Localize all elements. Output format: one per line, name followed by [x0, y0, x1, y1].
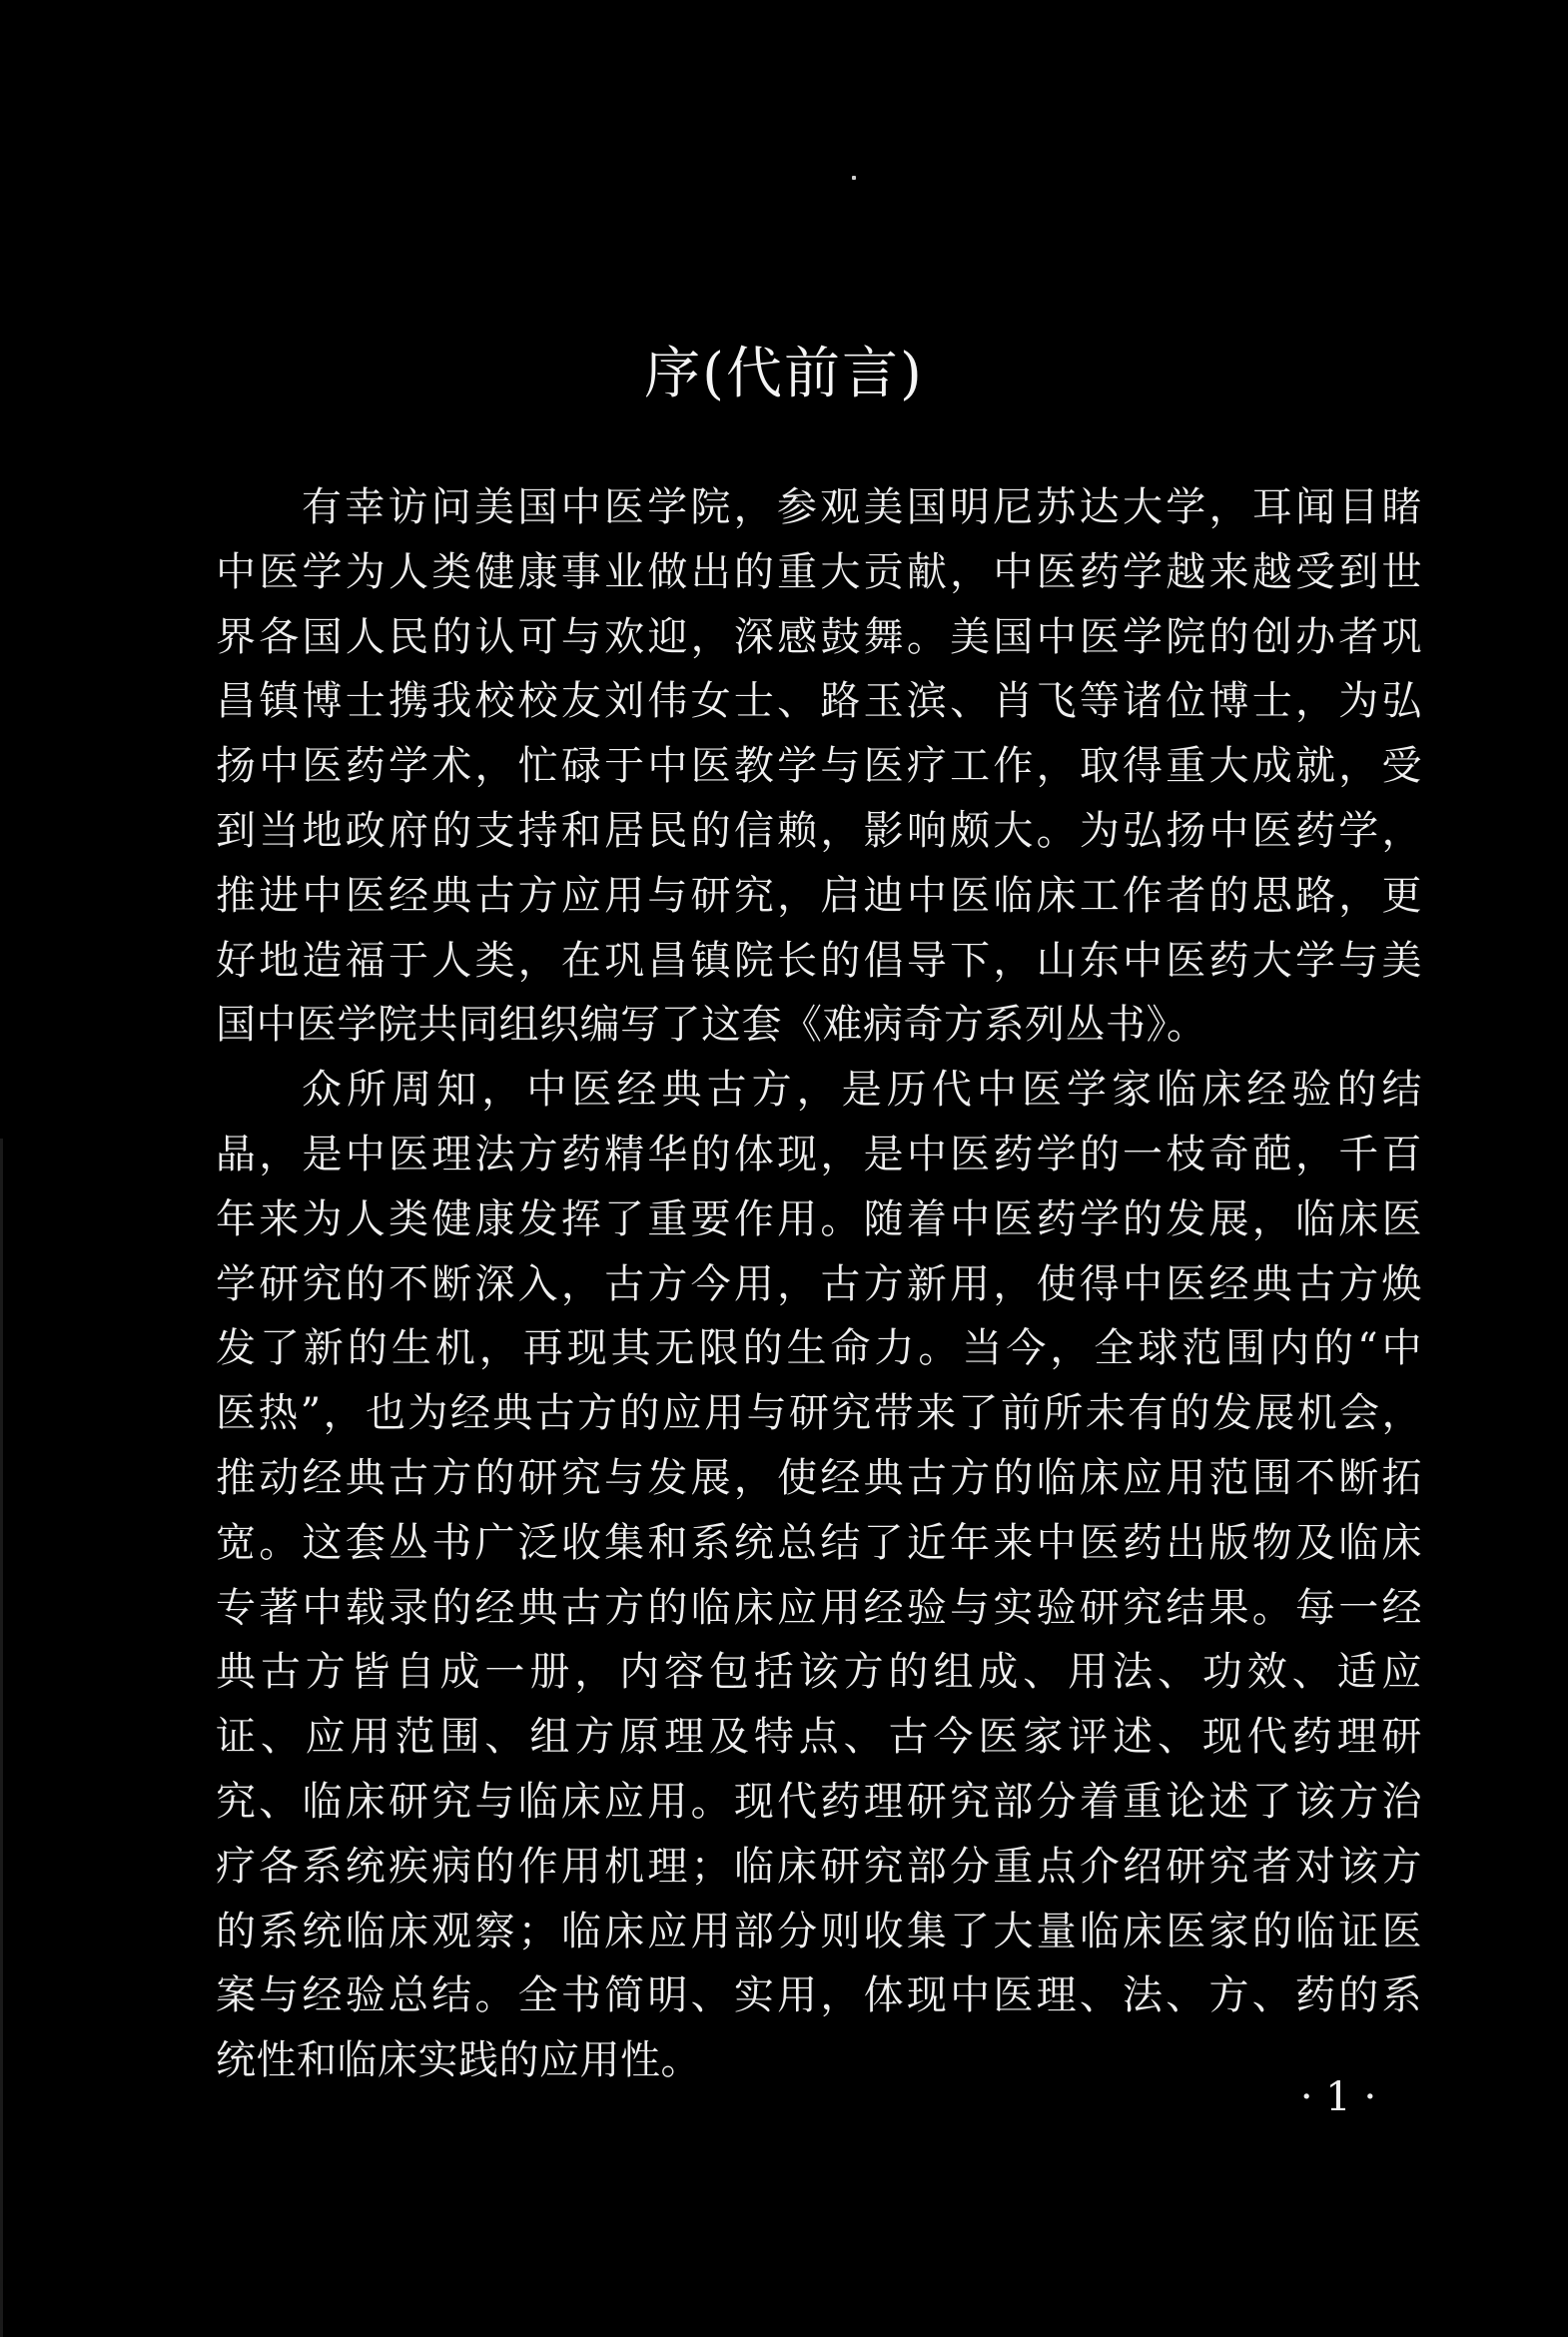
text-line: 扬中医药学术，忙碌于中医教学与医疗工作，取得重大成就，受 — [216, 743, 1422, 790]
text-line: 的系统临床观察；临床应用部分则收集了大量临床医家的临证医 — [216, 1908, 1422, 1954]
text-line: 统性和临床实践的应用性。 — [216, 2037, 701, 2084]
text-line: 晶，是中医理法方药精华的体现，是中医药学的一枝奇葩，千百 — [216, 1131, 1422, 1177]
text-line: 昌镇博士携我校校友刘伟女士、路玉滨、肖飞等诸位博士，为弘 — [216, 678, 1422, 725]
text-line: 证、应用范围、组方原理及特点、古今医家评述、现代药理研 — [216, 1714, 1422, 1761]
body-text — [216, 475, 1422, 2093]
text-line: 案与经验总结。全书简明、实用，体现中医理、法、方、药的系 — [216, 1972, 1422, 2019]
text-line: 典古方皆自成一册，内容包括该方的组成、用法、功效、适应 — [216, 1649, 1422, 1696]
text-line: 究、临床研究与临床应用。现代药理研究部分着重论述了该方治 — [216, 1778, 1422, 1825]
text-line: 国中医学院共同组织编写了这套《难病奇方系列丛书》。 — [216, 1002, 1207, 1049]
text-line: 界各国人民的认可与欢迎，深感鼓舞。美国中医学院的创办者巩 — [216, 613, 1422, 660]
page-number: · 1 · — [1299, 2074, 1377, 2120]
text-line: 中医学为人类健康事业做出的重大贡献，中医药学越来越受到世 — [216, 548, 1422, 595]
paragraph — [216, 475, 1422, 1058]
text-line: 学研究的不断深入，古方今用，古方新用，使得中医经典古方焕 — [216, 1260, 1422, 1307]
scan-speck — [852, 176, 856, 180]
paragraph — [216, 1058, 1422, 2093]
text-line: 到当地政府的支持和居民的信赖，影响颇大。为弘扬中医药学， — [216, 807, 1422, 854]
text-line: 推进中医经典古方应用与研究，启迪中医临床工作者的思路，更 — [216, 872, 1422, 919]
text-line: 众所周知，中医经典古方，是历代中医学家临床经验的结 — [302, 1067, 1422, 1114]
page-title: 序(代前言) — [644, 342, 924, 406]
text-line: 好地造福于人类，在巩昌镇院长的倡导下，山东中医药大学与美 — [216, 937, 1422, 984]
text-line: 发了新的生机，再现其无限的生命力。当今，全球范围内的“中 — [216, 1325, 1422, 1372]
text-line: 疗各系统疾病的作用机理；临床研究部分重点介绍研究者对该方 — [216, 1843, 1422, 1890]
text-line: 年来为人类健康发挥了重要作用。随着中医药学的发展，临床医 — [216, 1195, 1422, 1242]
text-line: 有幸访问美国中医学院，参观美国明尼苏达大学，耳闻目睹 — [302, 484, 1422, 530]
scan-edge — [0, 1139, 3, 2337]
text-line: 推动经典古方的研究与发展，使经典古方的临床应用范围不断拓 — [216, 1454, 1422, 1501]
text-line: 医热”，也为经典古方的应用与研究带来了前所未有的发展机会， — [216, 1390, 1422, 1437]
text-line: 专著中载录的经典古方的临床应用经验与实验研究结果。每一经 — [216, 1584, 1422, 1631]
text-line: 宽。这套丛书广泛收集和系统总结了近年来中医药出版物及临床 — [216, 1519, 1422, 1566]
